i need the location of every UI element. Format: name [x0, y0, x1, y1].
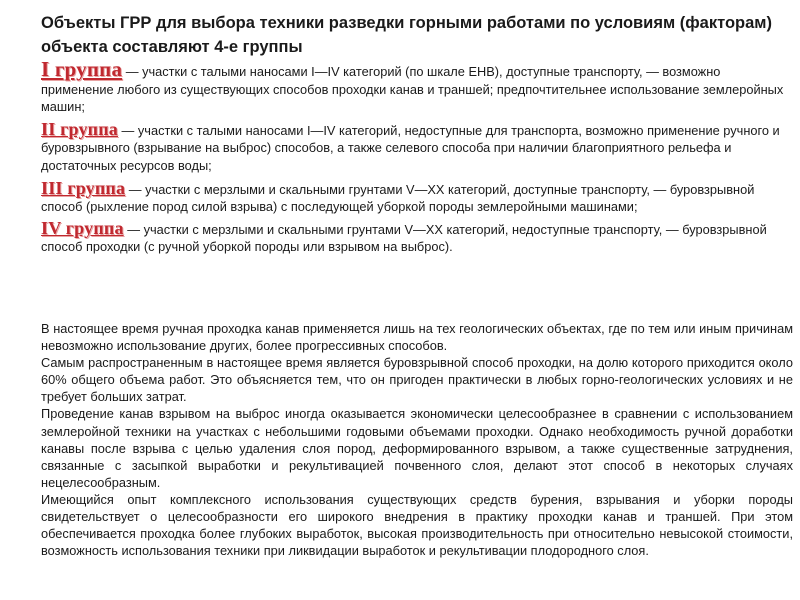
group-description: — участки с мерзлыми и скальными грунтами V—XX категорий, доступные транспорту, — буровзрывной способ (рыхление пород силой взрыва) с последующей уборкой породы землеройными машинами;: [41, 181, 755, 215]
group-item: [41, 57, 786, 116]
group-label: IV группа: [41, 217, 124, 238]
group-list: [41, 57, 786, 256]
group-description: — участки с мерзлыми и скальными грунтами V—XX категорий, недоступные транспорту, — буровзрывной способ проходки (с ручной уборкой породы или взрывом на выброс).: [41, 221, 767, 255]
paragraph: Самым распространенным в настоящее время является буровзрывной способ проходки, на долю которого приходится около 60% общего объема работ. Это объясняется тем, что он пригоден практически в любых горно-геологических условиях и не требует больших затрат.: [41, 355, 793, 405]
group-description: — участки с талыми наносами I—IV категорий, недоступные для транспорта, возможно применение ручного и буровзрывного (взрывание на выброс) способов, а также селевого способа при наличии благоприятного рельефа и достаточных ресурсов воды;: [41, 122, 780, 173]
paragraph: Проведение канав взрывом на выброс иногда оказывается экономически целесообразнее в сравнении с использованием землеройной техники на участках с небольшими годовыми объемами проходки. Однако необходимость ручной доработки канавы после взрыва с целью удаления слоя пород, деформированного взрывом, а также существенные затруднения, связанные с засыпкой выработки и рекультивацией почвенного слоя, делают этот способ в некоторых случаях нецелесообразным.: [41, 406, 793, 490]
paragraph: В настоящее время ручная проходка канав применяется лишь на тех геологических объектах, где по тем или иным причинам невозможно использование других, более прогрессивных способов.: [41, 321, 793, 354]
page-title: Объекты ГРР для выбора техники разведки горными работами по условиям (факторам) объекта составляют 4-е группы: [41, 14, 773, 56]
group-item: [41, 217, 786, 256]
group-label: I группа: [41, 57, 123, 81]
group-label: II группа: [41, 118, 118, 139]
group-item: [41, 118, 786, 175]
group-description: — участки с талыми наносами I—IV категорий (по шкале ЕНВ), доступные транспорту, — возможно применение любого из существующих способов проходки канав и траншей; предпочтительнее использование землеройных машин;: [41, 64, 784, 115]
paragraph: Имеющийся опыт комплексного использования существующих средств бурения, взрывания и уборки породы свидетельствует о целесообразности его широкого внедрения в практику проходки канав и траншей. При этом обеспечивается проходка более глубоких выработок, высокая производительность при относительно невысокой стоимости, возможность использования техники при ликвидации выработок и рекультивации плодородного слоя.: [41, 491, 793, 559]
group-label: III группа: [41, 177, 126, 198]
group-item: [41, 177, 786, 216]
body-text: [41, 320, 793, 559]
